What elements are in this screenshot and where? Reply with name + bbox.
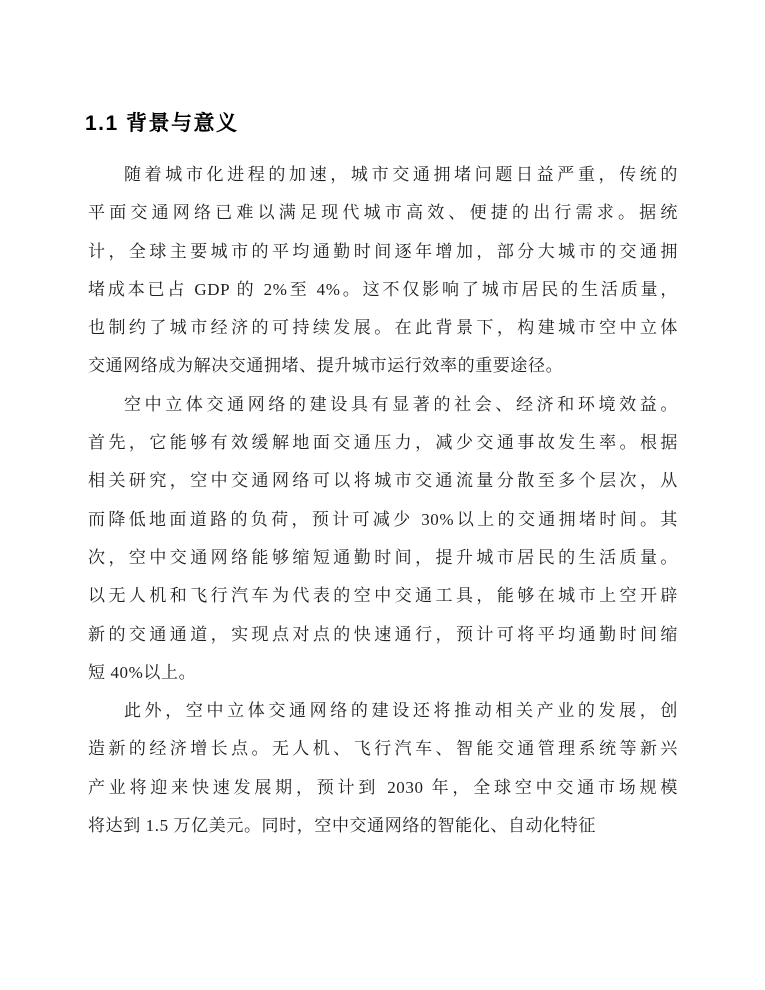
text-line: 空中立体交通网络的建设具有显著的社会、经济和环境效益。 — [124, 394, 678, 414]
text-line: 短 40%以上。 — [88, 662, 197, 682]
text-line: 而降低地面道路的负荷，预计可减少 30%以上的交通拥堵时间。其 — [88, 509, 678, 529]
section-heading: 1.1 背景与意义 — [85, 112, 239, 135]
text-line: 将达到 1.5 万亿美元。同时，空中交通网络的智能化、自动化特征 — [88, 816, 596, 836]
text-line: 首先，它能够有效缓解地面交通压力，减少交通事故发生率。根据 — [88, 433, 678, 453]
text-line: 次，空中交通网络能够缩短通勤时间，提升城市居民的生活质量。 — [88, 547, 678, 567]
text-line: 以无人机和飞行汽车为代表的空中交通工具，能够在城市上空开辟 — [88, 586, 678, 606]
text-line: 也制约了城市经济的可持续发展。在此背景下，构建城市空中立体 — [88, 318, 678, 338]
text-line: 新的交通通道，实现点对点的快速通行，预计可将平均通勤时间缩 — [88, 624, 678, 644]
text-line: 相关研究，空中交通网络可以将城市交通流量分散至多个层次，从 — [88, 471, 678, 491]
text-line: 产业将迎来快速发展期，预计到 2030 年，全球空中交通市场规模 — [88, 777, 678, 797]
body-text — [88, 156, 678, 845]
text-line: 此外，空中立体交通网络的建设还将推动相关产业的发展，创 — [124, 701, 678, 721]
text-line: 平面交通网络已难以满足现代城市高效、便捷的出行需求。据统 — [88, 203, 678, 223]
text-line: 计，全球主要城市的平均通勤时间逐年增加，部分大城市的交通拥 — [88, 241, 678, 261]
text-line: 交通网络成为解决交通拥堵、提升城市运行效率的重要途径。 — [88, 356, 564, 376]
text-line: 随着城市化进程的加速，城市交通拥堵问题日益严重，传统的 — [124, 165, 678, 184]
page-content — [85, 110, 678, 845]
text-line: 造新的经济增长点。无人机、飞行汽车、智能交通管理系统等新兴 — [88, 739, 678, 759]
text-line: 堵成本已占 GDP 的 2%至 4%。这不仅影响了城市居民的生活质量， — [88, 279, 678, 299]
